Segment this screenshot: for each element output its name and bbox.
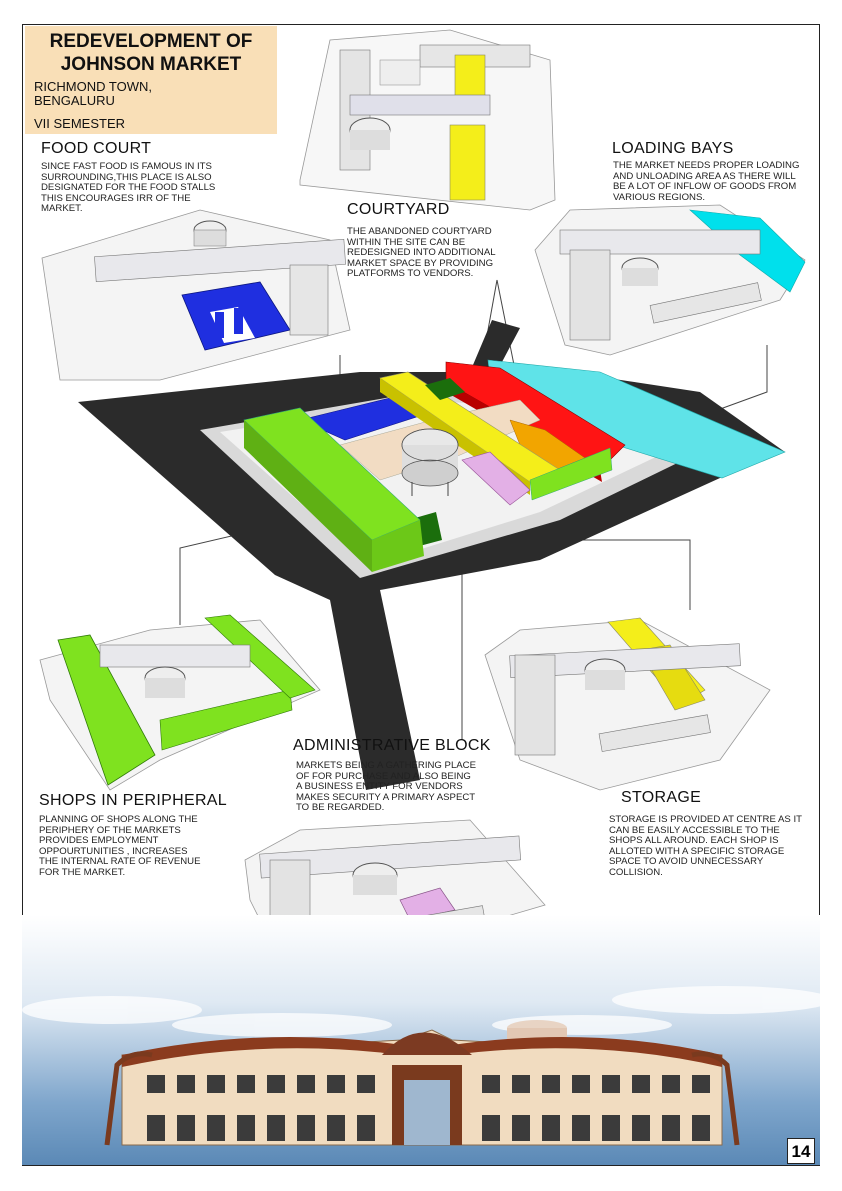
loading-bays-text: THE MARKET NEEDS PROPER LOADING AND UNLOADING AREA AS THERE WILL BE A LOT OF INFLOW OF GOODS FROM VARIOUS REGIONS. xyxy=(613,160,800,203)
shops-heading: SHOPS IN PERIPHERAL xyxy=(39,792,227,809)
food-court-heading: FOOD COURT xyxy=(41,140,152,157)
courtyard-heading: COURTYARD xyxy=(347,201,450,218)
storage-heading: STORAGE xyxy=(621,789,702,806)
market-elevation-render xyxy=(22,915,820,1165)
page-number: 14 xyxy=(787,1138,815,1164)
courtyard-text: THE ABANDONED COURTYARD WITHIN THE SITE CAN BE REDESIGNED INTO ADDITIONAL MARKET SPACE BY PROVIDING PLATFORMS TO VENDORS. xyxy=(347,226,496,280)
admin-heading: ADMINISTRATIVE BLOCK xyxy=(293,737,491,754)
admin-text: MARKETS BEING A GATHERING PLACE OF FOR PURCHASE AND ALSO BEING A BUSINESS ENTITY FOR VENDORS MAKES SECURITY A PRIMARY ASPECT TO BE REGARDED. xyxy=(296,760,477,814)
semester-label: VII SEMESTER xyxy=(34,116,126,131)
project-location: RICHMOND TOWN, BENGALURU xyxy=(34,79,152,108)
loading-bays-heading: LOADING BAYS xyxy=(612,140,734,157)
project-title: REDEVELOPMENT OF JOHNSON MARKET xyxy=(49,31,253,75)
shops-text: PLANNING OF SHOPS ALONG THE PERIPHERY OF THE MARKETS PROVIDES EMPLOYMENT OPPOURTUNITIES , INCREASES THE INTERNAL RATE OF REVENUE FOR THE MARKET. xyxy=(39,814,201,878)
food-court-text: SINCE FAST FOOD IS FAMOUS IN ITS SURROUNDING,THIS PLACE IS ALSO DESIGNATED FOR THE FOOD STALLS THIS ENCOURAGES IRR OF THE MARKET. xyxy=(41,161,216,215)
storage-text: STORAGE IS PROVIDED AT CENTRE AS IT CAN BE EASILY ACCESSIBLE TO THE SHOPS ALL AROUND. EACH SHOP IS ALLOTED WITH A SPECIFIC STORAGE SPACE TO AVOID UNNECESSARY COLLISION. xyxy=(609,814,802,878)
